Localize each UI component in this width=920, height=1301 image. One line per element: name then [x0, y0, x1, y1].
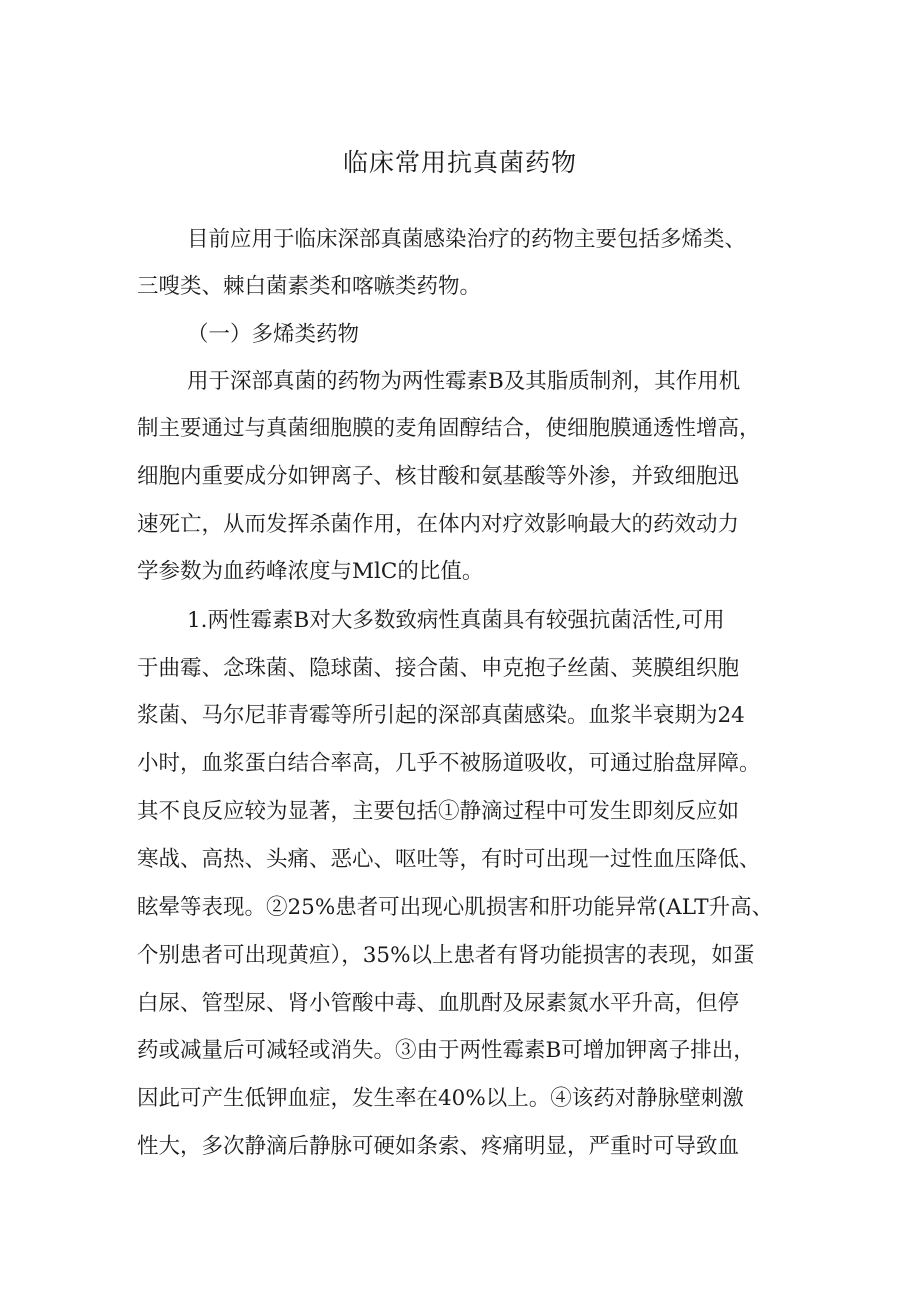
body-line: 三嗖类、棘白菌素类和喀嗾类药物。: [137, 274, 482, 299]
body-line: 1.两性霉素B对大多数致病性真菌具有较强抗菌活性,可用: [187, 608, 725, 633]
body-line: 细胞内重要成分如钾离子、核甘酸和氨基酸等外渗，并致细胞迅: [137, 464, 740, 489]
body-line: 因此可产生低钾血症，发生率在40%以上。④该药对静脉壁刺激: [137, 1086, 744, 1111]
body-line: 速死亡，从而发挥杀菌作用，在体内对疗效影响最大的药效动力: [137, 512, 740, 537]
body-line: 学参数为血药峰浓度与MlC的比值。: [137, 559, 484, 584]
body-line: 眩晕等表现。②25%患者可出现心肌损害和肝功能异常(ALT升高、: [137, 895, 774, 920]
body-line: 目前应用于临床深部真菌感染治疗的药物主要包括多烯类、: [187, 227, 747, 252]
body-line: 小时，血浆蛋白结合率高，几乎不被肠道吸收，可通过胎盘屏障。: [137, 751, 761, 776]
body-line: 用于深部真菌的药物为两性霉素B及其脂质制剂，其作用机: [187, 369, 741, 394]
body-line: 药或减量后可减轻或消失。③由于两性霉素B可增加钾离子排出，: [137, 1038, 755, 1063]
body-line: 制主要通过与真菌细胞膜的麦角固醇结合，使细胞膜通透性增高，: [137, 416, 761, 441]
section-heading: （一）多烯类药物: [187, 322, 360, 347]
body-line: 白尿、管型尿、肾小管酸中毒、血肌酎及尿素氮水平升高，但停: [137, 991, 740, 1016]
body-line: 寒战、高热、头痛、恶心、呕吐等，有时可出现一过性血压降低、: [137, 847, 761, 872]
body-line: 浆菌、马尔尼菲青霉等所引起的深部真菌感染。血浆半衰期为24: [137, 703, 745, 728]
body-line: 其不良反应较为显著，主要包括①静滴过程中可发生即刻反应如: [137, 799, 740, 824]
body-line: 性大，多次静滴后静脉可硬如条索、疼痛明显，严重时可导致血: [137, 1134, 740, 1159]
body-line: 个别患者可出现黄疸），35%以上患者有肾功能损害的表现，如蛋: [137, 943, 755, 968]
document-title: 临床常用抗真菌药物: [342, 148, 577, 177]
body-line: 于曲霉、念珠菌、隐球菌、接合菌、申克抱子丝菌、荚膜组织胞: [137, 656, 740, 681]
